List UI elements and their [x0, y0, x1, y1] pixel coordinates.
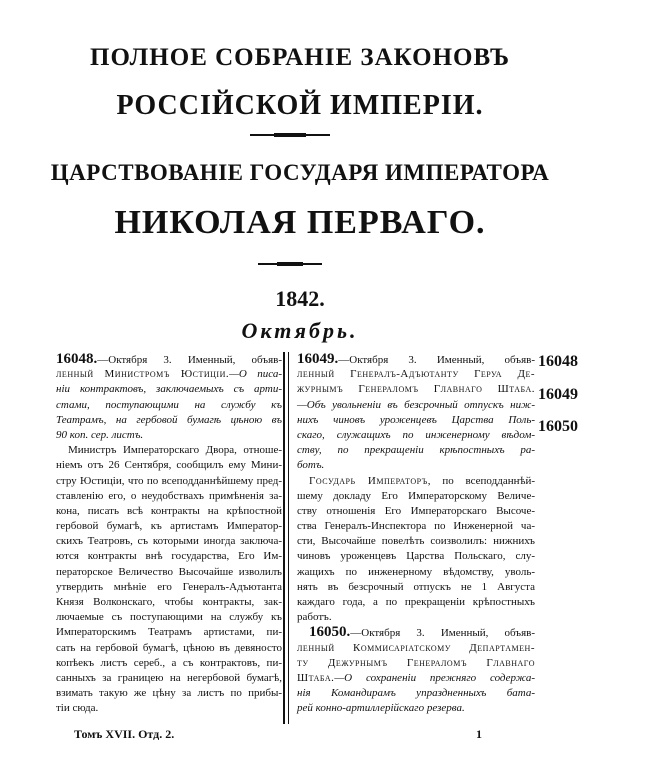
text-segment: ботъ.: [297, 459, 325, 472]
text-segment: ству, по прекращеніи крѣпостныхъ ра-: [297, 444, 535, 457]
text-line: [56, 610, 282, 625]
left-column: [56, 352, 282, 717]
text-line: [297, 352, 535, 367]
text-segment: ленный: [56, 368, 105, 381]
text-segment: ставленію его, о неудобствахъ примѣненія за-: [56, 489, 282, 502]
text-line: [297, 595, 535, 610]
text-segment: скихъ Театровъ, съ которыми иногда заключа-: [56, 535, 282, 548]
text-line: [56, 382, 282, 397]
text-segment: —О писа-: [229, 368, 282, 381]
text-line: [56, 428, 282, 443]
text-segment: каждаго года, а по прекращеніи крѣпостныхъ: [297, 596, 535, 608]
text-segment: скаго, служащихъ по инженерному вѣдом-: [297, 428, 535, 441]
divider-rule: [250, 134, 330, 136]
text-line: [297, 367, 535, 382]
text-segment: рей конно-артиллерійскаго резерва.: [297, 702, 465, 715]
text-line: [297, 671, 535, 686]
text-segment: лючаемые съ поступающими на службу къ: [56, 611, 282, 624]
text-line: [297, 641, 535, 656]
text-segment: взимать такую же цѣну за листъ по прибы-: [56, 687, 282, 700]
margin-number: 16048: [538, 353, 578, 370]
entry-number: 16050.: [309, 624, 351, 641]
right-column: [297, 352, 535, 717]
text-segment: ту Дежурнымъ Генераломъ Главнаго: [297, 656, 535, 669]
text-segment: гербовой бумагѣ, къ артистамъ Император-: [56, 520, 282, 533]
text-line: [56, 352, 282, 367]
text-segment: Государь Императоръ: [309, 474, 428, 487]
text-segment: Князя Волконскаго, чтобы контракты, зак-: [56, 596, 282, 608]
text-line: [297, 443, 535, 458]
text-line: [56, 443, 282, 458]
divider-rule: [258, 263, 322, 265]
text-segment: , по всеподданнѣй-: [427, 474, 535, 487]
text-line: [56, 641, 282, 656]
text-line: [56, 367, 282, 382]
text-segment: кона, писать всѣ контракты на крѣпостной: [56, 504, 282, 517]
text-segment: шему докладу Его Императорскому Величе-: [297, 489, 535, 502]
text-segment: —Объ увольненіи въ безсрочный отпускъ ниж-: [297, 398, 535, 411]
text-segment: ніемъ отъ 26 Сентября, сообщилъ ему Мини-: [56, 459, 282, 472]
text-segment: нять въ безсрочный отпускъ не 1 Августа: [297, 580, 535, 593]
text-line: [297, 686, 535, 701]
text-segment: сти, Высочайше повелѣть соизволилъ: нижнихъ: [297, 535, 535, 548]
text-line: [56, 413, 282, 428]
text-line: [56, 565, 282, 580]
text-line: [56, 625, 282, 640]
text-line: [297, 519, 535, 534]
text-line: [297, 580, 535, 595]
text-line: [297, 701, 535, 716]
volume-footer: Томъ XVII. Отд. 2.: [74, 727, 175, 741]
text-line: [297, 458, 535, 473]
text-segment: ства Генералъ-Инспектора по Инженерной ча-: [297, 520, 535, 533]
text-line: [297, 474, 535, 489]
text-line: [297, 610, 535, 625]
entry-number: 16048.: [56, 351, 98, 367]
year-heading: 1842.: [275, 286, 325, 311]
text-segment: ются контракты внѣ государства, Его Им-: [56, 550, 282, 563]
text-segment: журнымъ Генераломъ Главнаго Штаба.: [297, 383, 535, 396]
text-line: [56, 504, 282, 519]
text-line: [56, 534, 282, 549]
text-line: [297, 656, 535, 671]
reign-title: ЦАРСТВОВАНІЕ ГОСУДАРЯ ИМПЕРАТОРА: [50, 160, 550, 185]
text-line: [297, 534, 535, 549]
text-segment: 90 коп. сер. листъ.: [56, 428, 144, 441]
text-line: [56, 549, 282, 564]
text-segment: —Октября 3. Именный, объяв-: [97, 354, 282, 366]
text-line: [297, 398, 535, 413]
text-segment: Императорскимъ Театрамъ артистами, пи-: [56, 626, 282, 639]
text-segment: утвердить мнѣніе его Генералъ-Адъютанта: [56, 580, 282, 593]
empire-title: РОССІЙСКОЙ ИМПЕРІИ.: [116, 90, 484, 121]
text-segment: нія Командирамъ упраздненныхъ бата-: [297, 687, 535, 700]
text-segment: копѣекъ листъ сереб., а съ контрактовъ, пи-: [56, 656, 282, 669]
text-segment: —О сохраненіи прежняго содержа-: [334, 671, 535, 684]
margin-number: 16049: [538, 386, 578, 403]
page-number: 1: [476, 727, 482, 741]
text-line: [297, 489, 535, 504]
emperor-name: НИКОЛАЯ ПЕРВАГО.: [114, 204, 486, 241]
collection-title: ПОЛНОЕ СОБРАНІЕ ЗАКОНОВЪ: [90, 44, 510, 71]
text-line: [56, 474, 282, 489]
text-segment: ніи контрактовъ, заключаемыхъ съ арти-: [56, 383, 282, 396]
text-segment: ленный Коммисаріатскому Департамен-: [297, 641, 535, 654]
text-segment: ленный Генералъ-Адъютанту Геруа Де-: [297, 368, 535, 381]
text-line: [56, 489, 282, 504]
text-line: [56, 656, 282, 671]
text-segment: стами, поступающими на службу къ: [56, 398, 282, 411]
text-line: [56, 519, 282, 534]
text-line: [297, 625, 535, 640]
text-line: [56, 701, 282, 716]
text-segment: тіи сюда.: [56, 702, 99, 715]
text-segment: Театрамъ, на гербовой бумагѣ цѣною въ: [56, 413, 282, 426]
text-line: [297, 413, 535, 428]
text-line: [56, 671, 282, 686]
text-segment: жащихъ по инженерному вѣдомству, уволь-: [297, 565, 535, 578]
text-segment: ству отношенія Его Императорскаго Высоче-: [297, 504, 535, 517]
text-segment: стру Юстиціи, что по всеподданнѣйшему пред-: [56, 474, 282, 487]
text-segment: Штаба.: [297, 671, 335, 684]
text-segment: чиновъ уроженцевъ Царства Польскаго, слу-: [297, 550, 535, 563]
text-line: [56, 398, 282, 413]
margin-number: 16050: [538, 418, 578, 435]
text-line: [56, 595, 282, 610]
text-segment: работъ.: [297, 611, 332, 624]
column-divider: [283, 352, 289, 724]
text-line: [297, 549, 535, 564]
entry-number: 16049.: [297, 351, 339, 367]
text-segment: ператорское Величество Высочайше изволилъ: [56, 565, 282, 578]
text-line: [56, 458, 282, 473]
text-segment: нихъ чиновъ уроженцевъ Царства Поль-: [297, 413, 535, 426]
text-line: [56, 686, 282, 701]
month-heading: Октябрь.: [241, 318, 359, 343]
text-segment: сать на гербовой бумагѣ, цѣною въ девяносто: [56, 641, 282, 654]
text-segment: Министромъ Юстиціи.: [104, 368, 230, 381]
text-segment: —Октября 3. Именный, объяв-: [350, 627, 535, 640]
text-line: [297, 428, 535, 443]
text-segment: Министръ Императорскаго Двора, отноше-: [68, 444, 282, 457]
text-line: [56, 580, 282, 595]
text-line: [297, 565, 535, 580]
text-line: [297, 382, 535, 397]
text-segment: санныхъ за границею на негербовой бумагѣ,: [56, 671, 282, 684]
text-line: [297, 504, 535, 519]
text-segment: —Октября 3. Именный, объяв-: [338, 354, 535, 366]
